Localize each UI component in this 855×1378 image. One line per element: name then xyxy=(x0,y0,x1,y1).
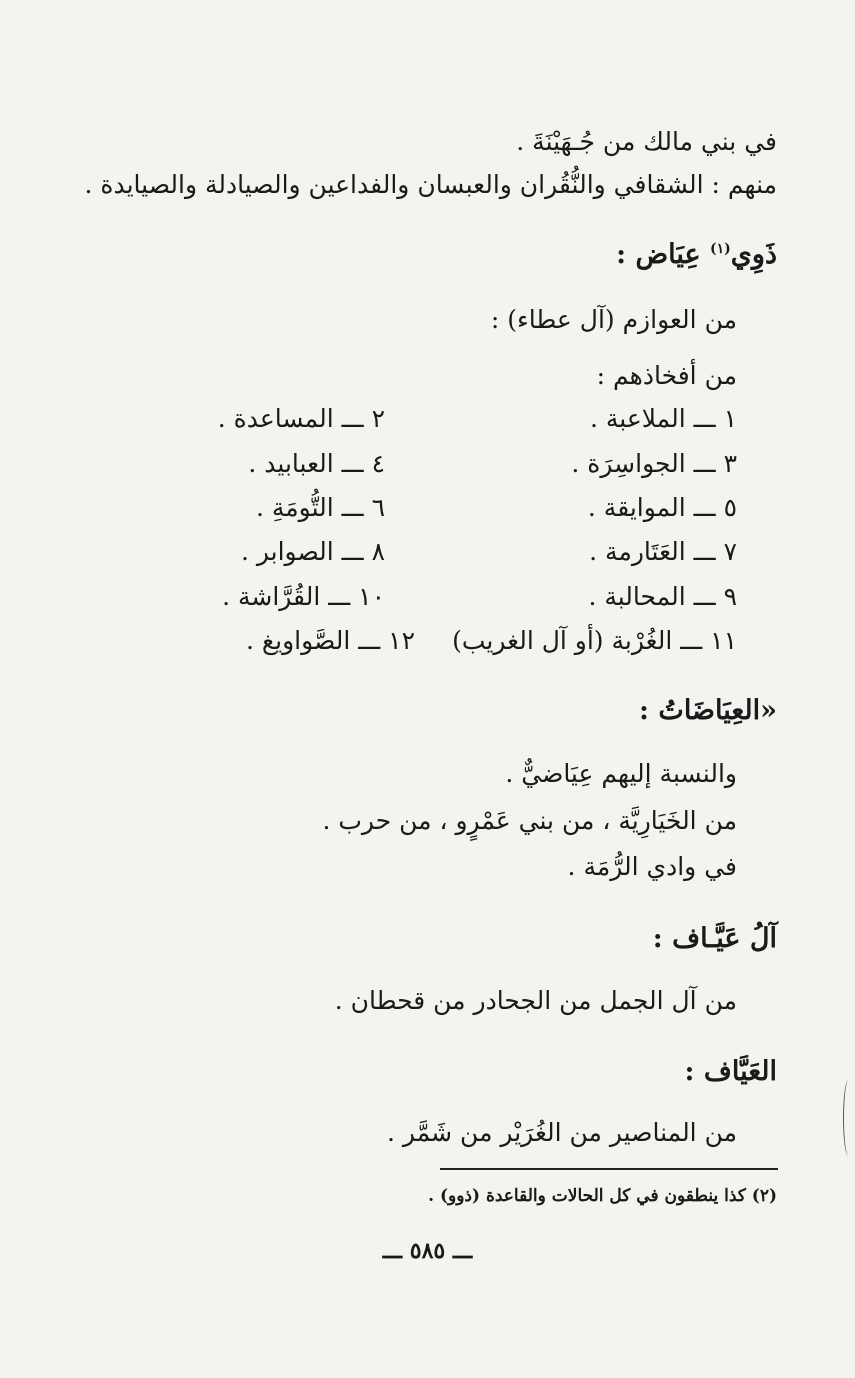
clan-item: ١١ ـــ الغُرْبة (أو آل الغريب) xyxy=(452,626,737,655)
clan-item: ١٠ ـــ القُرَّاشة . xyxy=(222,582,385,611)
heading-ayyaf: العَيَّاف : xyxy=(684,1056,777,1087)
footnote-ref: (١) xyxy=(710,241,731,257)
al-ayyaf-line: من آل الجمل من الجحادر من قحطان . xyxy=(334,986,737,1015)
clan-item: ٦ ـــ التُّومَةِ . xyxy=(255,493,385,522)
footnote-divider xyxy=(440,1168,778,1170)
clan-item: ٢ ـــ المساعدة . xyxy=(217,404,385,433)
iyadat-line-2: من الخَيَارِيَّة ، من بني عَمْرٍو ، من حرب . xyxy=(322,806,737,835)
clan-item: ٤ ـــ العبابيد . xyxy=(248,449,385,478)
subclans-intro: من أفخاذهم : xyxy=(596,361,737,390)
ayyaf-line: من المناصير من الغُرَيْر من شَمَّر . xyxy=(387,1118,737,1147)
clan-item: ٣ ـــ الجواسِرَة . xyxy=(571,449,737,478)
clan-item: ٩ ـــ المحالبة . xyxy=(588,582,737,611)
clan-item: ٥ ـــ الموايقة . xyxy=(587,493,737,522)
iyadat-line-3: في وادي الرُّمَة . xyxy=(567,852,737,881)
heading-part-b: عِيَاض : xyxy=(616,239,711,270)
footnote: (٢) كذا ينطقون في كل الحالات والقاعدة (ذوو) . xyxy=(428,1186,777,1206)
heading-iyadat: «العِيَاضَاتُ : xyxy=(639,695,777,726)
clan-item: ١٢ ـــ الصَّواويغ . xyxy=(245,626,415,655)
page-number: ـــ ٥٨٥ ـــ xyxy=(382,1238,473,1264)
heading-al-ayyaf: آلُ عَيَّـاف : xyxy=(652,923,777,954)
intro-line-1: في بني مالك من جُـهَيْنَةَ . xyxy=(516,127,777,156)
clan-item: ٧ ـــ العَتَارمة . xyxy=(589,537,737,566)
margin-mark xyxy=(843,1080,854,1156)
origin-line: من العوازم (آل عطاء) : xyxy=(490,305,737,334)
heading-dhawi-iyad xyxy=(616,238,777,272)
clan-item: ١ ـــ الملاعبة . xyxy=(590,404,737,433)
iyadat-line-1: والنسبة إليهم عِيَاضيٌّ . xyxy=(505,759,737,788)
clan-item: ٨ ـــ الصوابر . xyxy=(240,537,385,566)
heading-part-a: ذَوِي xyxy=(730,239,777,270)
intro-line-2: منهم : الشقافي والنُّقُران والعبسان والفداعين والصيادلة والصيايدة . xyxy=(84,170,777,199)
